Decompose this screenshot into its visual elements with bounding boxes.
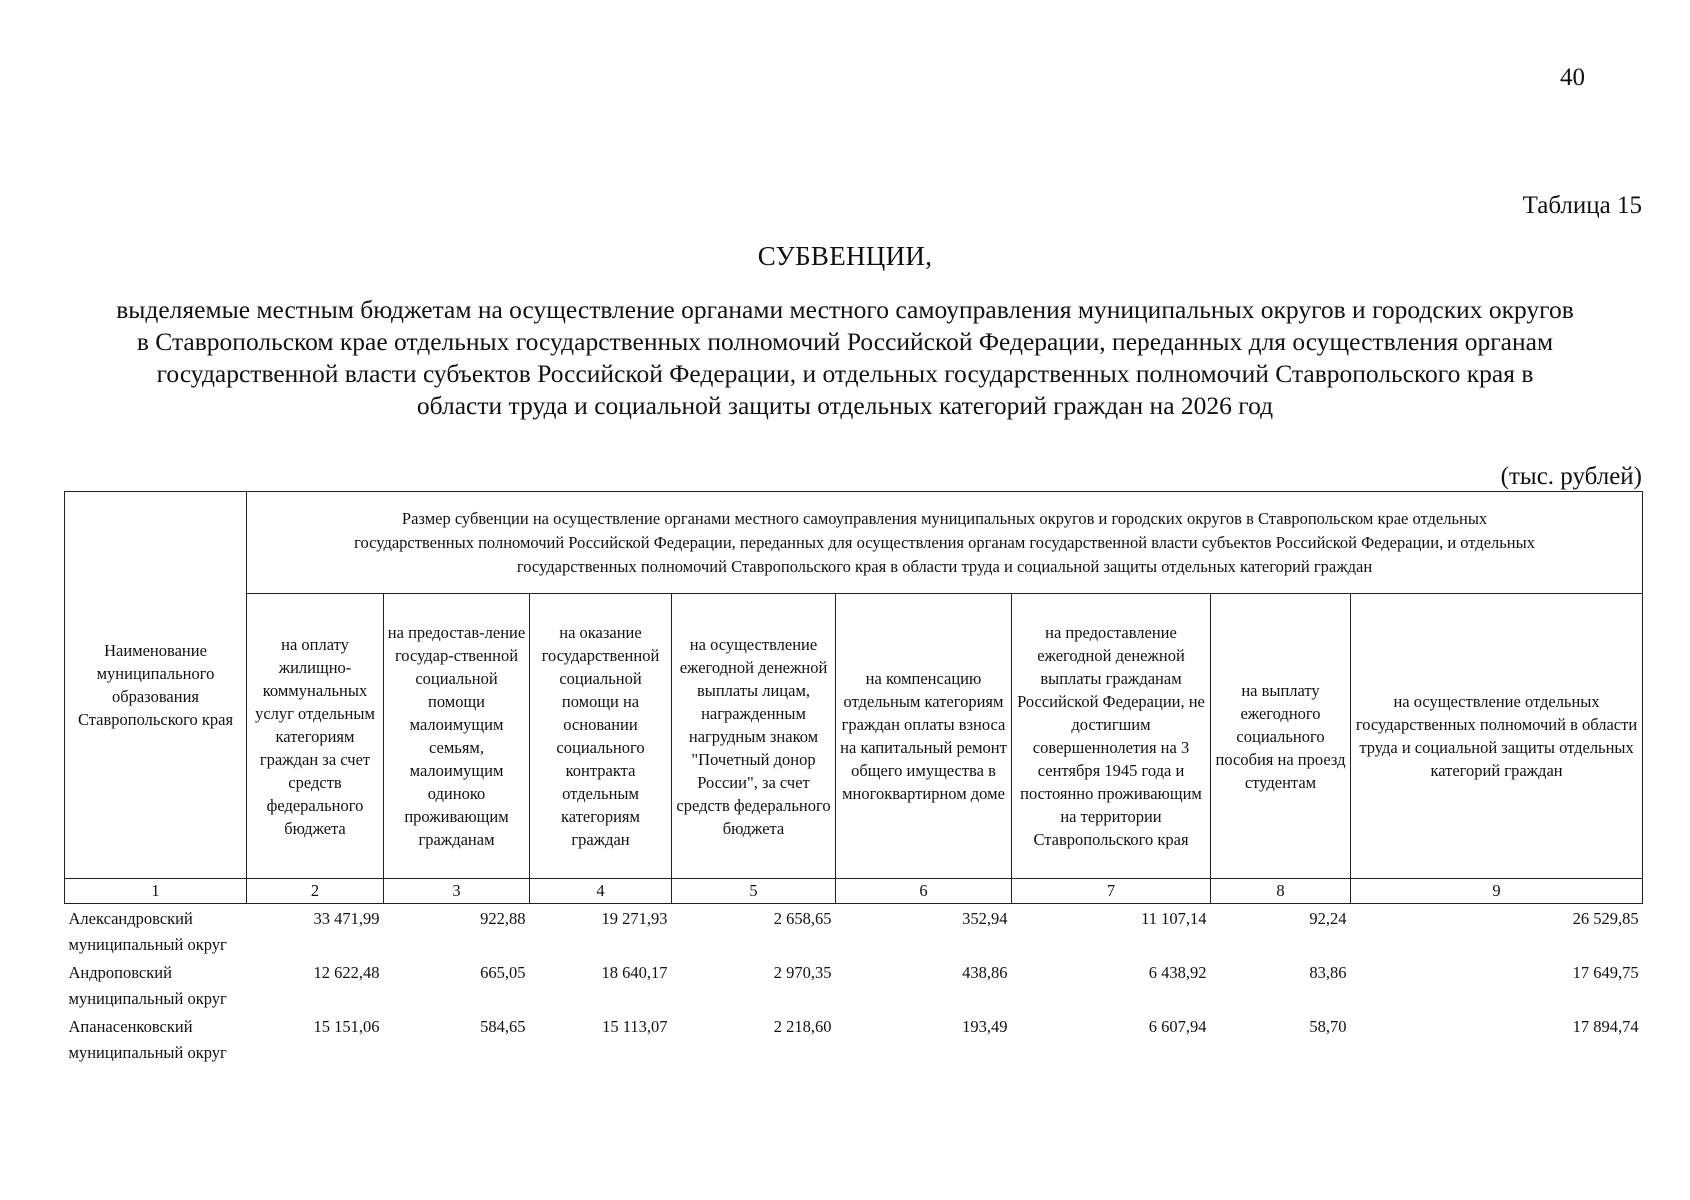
header-col-3: на предостав-ление государ-ственной социальной помощи малоимущим семьям, малоимущим одиноко проживающим гражданам <box>384 594 530 879</box>
value-cell: 92,24 <box>1309 909 1347 928</box>
column-number: 5 <box>672 879 836 904</box>
subventions-table <box>64 491 1643 1066</box>
header-col-7: на предоставление ежегодной денежной выплаты гражданам Российской Федерации, не достигшим совершеннолетия на 3 сентября 1945 года и постоянно проживающим на территории Ставропольского края <box>1012 594 1211 879</box>
header-municipality-name: Наименование муниципального образования Ставропольского края <box>65 492 247 879</box>
column-number: 2 <box>247 879 384 904</box>
value-cell: 83,86 <box>1309 963 1347 982</box>
value-cell: 922,88 <box>480 909 526 928</box>
subtitle-line: в Ставропольском крае отдельных государственных полномочий Российской Федерации, переданных для осуществления органам <box>136 327 1554 356</box>
header-col-5: на осуществление ежегодной денежной выплаты лицам, награжденным нагрудным знаком "Почетный донор России", за счет средств федерального бюджета <box>672 594 836 879</box>
document-title: СУБВЕНЦИИ, <box>757 241 933 271</box>
document-subtitle <box>48 294 1642 422</box>
value-cell: 19 271,93 <box>601 909 668 928</box>
table-row <box>65 958 1643 1012</box>
header-col-2: на оплату жилищно-коммунальных услуг отдельным категориям граждан за счет средств федерального бюджета <box>247 594 384 879</box>
column-number: 6 <box>836 879 1012 904</box>
municipality-name: Александровский муниципальный округ <box>68 909 227 954</box>
subtitle-line: выделяемые местным бюджетам на осуществление органами местного самоуправления муниципальных округов и городских округов <box>116 295 1574 324</box>
value-cell: 58,70 <box>1309 1017 1347 1036</box>
column-number: 8 <box>1211 879 1351 904</box>
value-cell: 2 658,65 <box>773 909 832 928</box>
value-cell: 665,05 <box>480 963 526 982</box>
value-cell: 17 894,74 <box>1572 1017 1639 1036</box>
header-col-9: на осуществление отдельных государственных полномочий в области труда и социальной защиты отдельных категорий граждан <box>1351 594 1643 879</box>
municipality-name: Андроповский муниципальный округ <box>68 963 227 1008</box>
value-cell: 15 113,07 <box>602 1017 668 1036</box>
value-cell: 2 970,35 <box>773 963 832 982</box>
value-cell: 584,65 <box>480 1017 526 1036</box>
column-number: 7 <box>1012 879 1211 904</box>
municipality-name: Апанасенковский муниципальный округ <box>68 1017 227 1062</box>
header-col-8: на выплату ежегодного социального пособия на проезд студентам <box>1211 594 1351 879</box>
value-cell: 17 649,75 <box>1572 963 1639 982</box>
column-number-row <box>65 879 1643 904</box>
value-cell: 12 622,48 <box>313 963 380 982</box>
value-cell: 6 607,94 <box>1148 1017 1207 1036</box>
header-col-6: на компенсацию отдельным категориям граждан оплаты взноса на капитальный ремонт общего имущества в многоквартирном доме <box>836 594 1012 879</box>
value-cell: 11 107,14 <box>1141 909 1207 928</box>
value-cell: 6 438,92 <box>1148 963 1207 982</box>
subtitle-line: государственной власти субъектов Российской Федерации, и отдельных государственных полномочий Ставропольского края в <box>156 359 1534 388</box>
column-number: 3 <box>384 879 530 904</box>
column-number: 4 <box>530 879 672 904</box>
value-cell: 193,49 <box>962 1017 1008 1036</box>
group-header-line: государственных полномочий Российской Федерации, переданных для осуществления органам государственной власти субъектов Российской Федерации, и отдельных <box>354 532 1535 552</box>
header-subvention-group <box>247 492 1643 594</box>
column-number: 9 <box>1351 879 1643 904</box>
value-cell: 18 640,17 <box>601 963 668 982</box>
value-cell: 438,86 <box>962 963 1008 982</box>
group-header-line: государственных полномочий Ставропольского края в области труда и социальной защиты отдельных категорий граждан <box>516 556 1373 576</box>
table-label: Таблица 15 <box>1522 192 1642 219</box>
units-label: (тыс. рублей) <box>1500 463 1642 490</box>
value-cell: 33 471,99 <box>313 909 380 928</box>
table-row <box>65 904 1643 959</box>
header-col-4: на оказание государственной социальной помощи на основании социального контракта отдельным категориям граждан <box>530 594 672 879</box>
value-cell: 26 529,85 <box>1572 909 1639 928</box>
value-cell: 2 218,60 <box>773 1017 832 1036</box>
group-header-line: Размер субвенции на осуществление органами местного самоуправления муниципальных округов и городских округов в Ставропольском крае отдельных <box>401 508 1488 528</box>
subtitle-line: области труда и социальной защиты отдельных категорий граждан на 2026 год <box>416 391 1274 420</box>
column-number: 1 <box>65 879 247 904</box>
page-number: 40 <box>1560 64 1585 91</box>
value-cell: 352,94 <box>962 909 1008 928</box>
table-row <box>65 1012 1643 1066</box>
value-cell: 15 151,06 <box>313 1017 380 1036</box>
